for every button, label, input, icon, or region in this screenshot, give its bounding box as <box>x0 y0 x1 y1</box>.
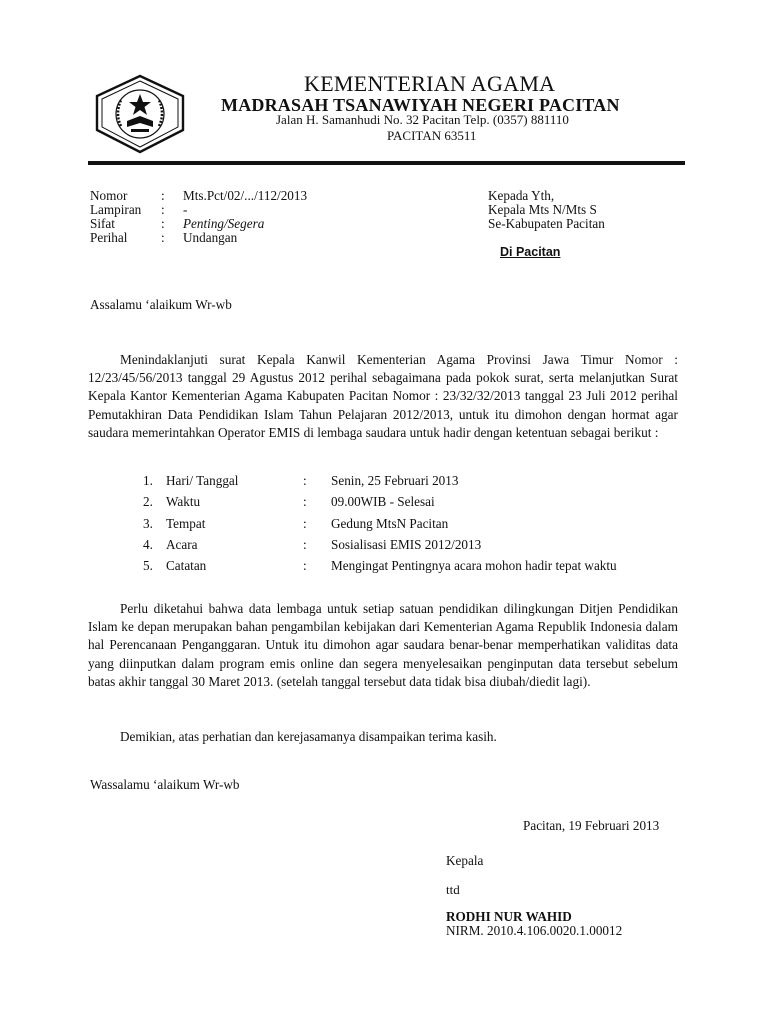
detail-number: 2. <box>143 494 153 509</box>
meta-value-lampiran: - <box>183 202 188 217</box>
detail-colon: : <box>303 473 307 488</box>
meta-label-nomor: Nomor <box>90 188 128 203</box>
signer-nirm: NIRM. 2010.4.106.0020.1.00012 <box>446 923 623 938</box>
closing-text: Demikian, atas perhatian dan kerejasamanya disampaikan terima kasih. <box>120 729 497 744</box>
signer-title: Kepala <box>446 853 484 868</box>
school-address: Jalan H. Samanhudi No. 32 Pacitan Telp. (0357) 881110 <box>276 112 569 127</box>
detail-colon: : <box>303 537 307 552</box>
recipient-line3: Se-Kabupaten Pacitan <box>488 216 605 231</box>
body-paragraph-2 <box>88 600 678 691</box>
detail-label: Catatan <box>166 558 207 573</box>
ministry-title: KEMENTERIAN AGAMA <box>304 71 556 96</box>
detail-label: Tempat <box>166 516 206 531</box>
meta-value-nomor: Mts.Pct/02/.../112/2013 <box>183 188 308 203</box>
detail-value: Gedung MtsN Pacitan <box>331 516 449 531</box>
detail-number: 5. <box>143 558 153 573</box>
kementerian-agama-logo <box>93 74 187 154</box>
meta-label-sifat: Sifat <box>90 216 115 231</box>
detail-colon: : <box>303 558 307 573</box>
farewell: Wassalamu ‘alaikum Wr-wb <box>90 777 240 792</box>
meta-colon: : <box>161 188 165 203</box>
paragraph-2-text: Perlu diketahui bahwa data lembaga untuk setiap satuan pendidikan dilingkungan Ditjen Pendidikan Islam ke depan merupakan bahan pengambilan kebijakan dari Kementerian Agama Republik Indonesia dalam hal Perencanaan Penganggaran. Untuk itu dimohon agar saudara benar-benar memperhatikan validitas data yang diinputkan dalam program emis online dan segera menyelesaikan penginputan data tersebut sebelum batas akhir tanggal 30 Maret 2013. (setelah tanggal tersebut data tidak bisa diubah/diedit lagi). <box>88 601 678 689</box>
recipient-line2: Kepala Mts N/Mts S <box>488 202 597 217</box>
recipient-location: Di Pacitan <box>500 245 561 259</box>
header-divider <box>88 161 685 165</box>
meta-value-perihal: Undangan <box>183 230 238 245</box>
detail-value: Sosialisasi EMIS 2012/2013 <box>331 537 482 552</box>
body-paragraph-1 <box>88 351 678 442</box>
detail-number: 1. <box>143 473 153 488</box>
detail-colon: : <box>303 494 307 509</box>
meta-colon: : <box>161 230 165 245</box>
meta-label-perihal: Perihal <box>90 230 128 245</box>
meta-label-lampiran: Lampiran <box>90 202 142 217</box>
detail-value: Mengingat Pentingnya acara mohon hadir tepat waktu <box>331 558 617 573</box>
greeting: Assalamu ‘alaikum Wr-wb <box>90 297 232 312</box>
signature-ttd: ttd <box>446 882 460 897</box>
detail-number: 4. <box>143 537 153 552</box>
detail-value: 09.00WIB - Selesai <box>331 494 435 509</box>
school-title: MADRASAH TSANAWIYAH NEGERI PACITAN <box>221 95 620 115</box>
detail-label: Hari/ Tanggal <box>166 473 239 488</box>
meta-value-sifat: Penting/Segera <box>183 216 265 231</box>
signer-name: RODHI NUR WAHID <box>446 909 572 924</box>
detail-number: 3. <box>143 516 153 531</box>
detail-colon: : <box>303 516 307 531</box>
detail-label: Waktu <box>166 494 201 509</box>
detail-label: Acara <box>166 537 198 552</box>
detail-value: Senin, 25 Februari 2013 <box>331 473 459 488</box>
meta-colon: : <box>161 202 165 217</box>
school-city: PACITAN 63511 <box>387 128 477 143</box>
meta-colon: : <box>161 216 165 231</box>
place-date: Pacitan, 19 Februari 2013 <box>523 818 660 833</box>
paragraph-1-text: Menindaklanjuti surat Kepala Kanwil Kementerian Agama Provinsi Jawa Timur Nomor : 12/23/45/56/2013 tanggal 29 Agustus 2012 perihal sebagaimana pada pokok surat, serta melanjutkan Surat Kepala Kantor Kementerian Agama Kabupaten Pacitan Nomor : 23/32/32/2013 tanggal 23 Juli 2012 perihal Pemutakhiran Data Pendidikan Islam Tahun Pelajaran 2012/2013, untuk itu dimohon dengan hormat agar saudara memerintahkan Operator EMIS di lembaga saudara untuk hadir dengan ketentuan sebagai berikut : <box>88 352 678 440</box>
recipient-line1: Kepada Yth, <box>488 188 555 203</box>
